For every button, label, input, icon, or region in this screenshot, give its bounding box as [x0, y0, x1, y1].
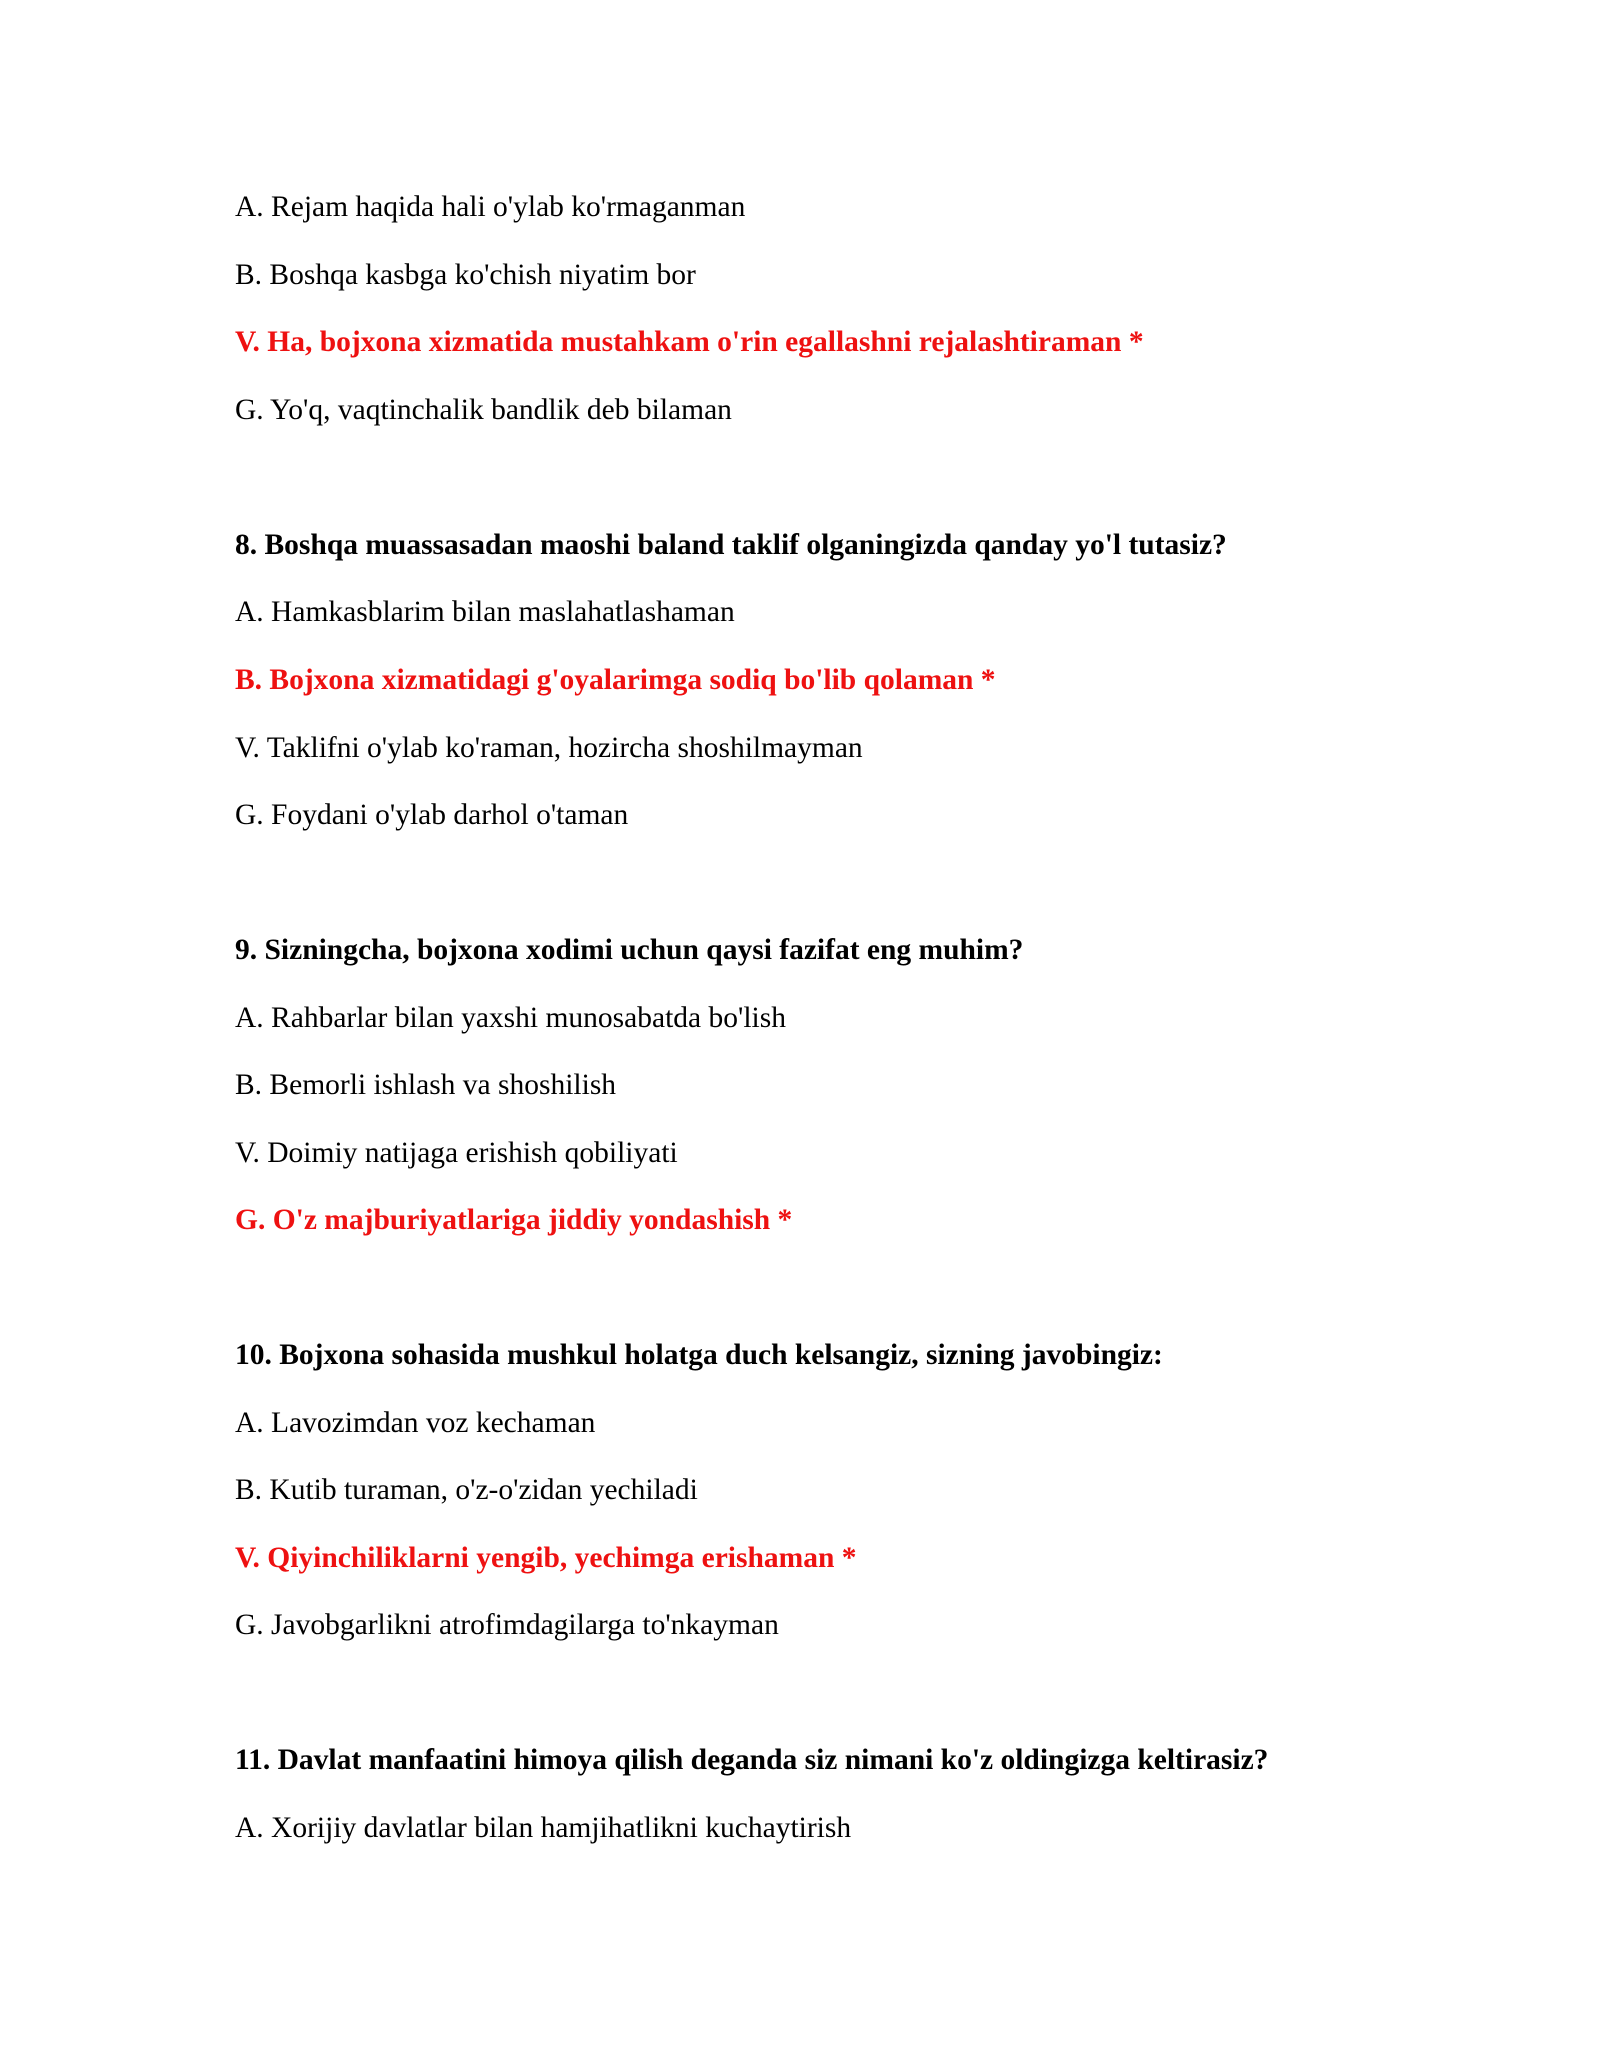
answer-option: V. Taklifni o'ylab ko'raman, hozircha shoshilmayman [235, 732, 863, 764]
answer-option: A. Rejam haqida hali o'ylab ko'rmaganman [235, 191, 746, 223]
answer-option: A. Xorijiy davlatlar bilan hamjihatlikni kuchaytirish [235, 1812, 852, 1844]
answer-option-correct: G. O'z majburiyatlariga jiddiy yondashish * [235, 1204, 793, 1236]
answer-option: V. Doimiy natijaga erishish qobiliyati [235, 1137, 678, 1169]
answer-option: B. Bemorli ishlash va shoshilish [235, 1069, 617, 1101]
answer-option: A. Hamkasblarim bilan maslahatlashaman [235, 596, 735, 628]
answer-option-correct: V. Ha, bojxona xizmatida mustahkam o'rin egallashni rejalashtiraman * [235, 326, 1144, 358]
answer-option: B. Kutib turaman, o'z-o'zidan yechiladi [235, 1474, 698, 1506]
answer-option-correct: V. Qiyinchiliklarni yengib, yechimga erishaman * [235, 1542, 857, 1574]
question-title: 8. Boshqa muassasadan maoshi baland taklif olganingizda qanday yo'l tutasiz? [235, 529, 1227, 561]
question-title: 10. Bojxona sohasida mushkul holatga duch kelsangiz, sizning javobingiz: [235, 1339, 1163, 1371]
answer-option: G. Foydani o'ylab darhol o'taman [235, 799, 629, 831]
answer-option: A. Lavozimdan voz kechaman [235, 1407, 596, 1439]
answer-option: G. Yo'q, vaqtinchalik bandlik deb bilaman [235, 394, 732, 426]
answer-option-correct: B. Bojxona xizmatidagi g'oyalarimga sodiq bo'lib qolaman * [235, 664, 996, 696]
answer-option: A. Rahbarlar bilan yaxshi munosabatda bo'lish [235, 1002, 786, 1034]
answer-option: G. Javobgarlikni atrofimdagilarga to'nkayman [235, 1609, 779, 1641]
question-title: 9. Sizningcha, bojxona xodimi uchun qaysi fazifat eng muhim? [235, 934, 1024, 966]
question-title: 11. Davlat manfaatini himoya qilish deganda siz nimani ko'z oldingizga keltirasiz? [235, 1744, 1269, 1776]
answer-option: B. Boshqa kasbga ko'chish niyatim bor [235, 259, 696, 291]
